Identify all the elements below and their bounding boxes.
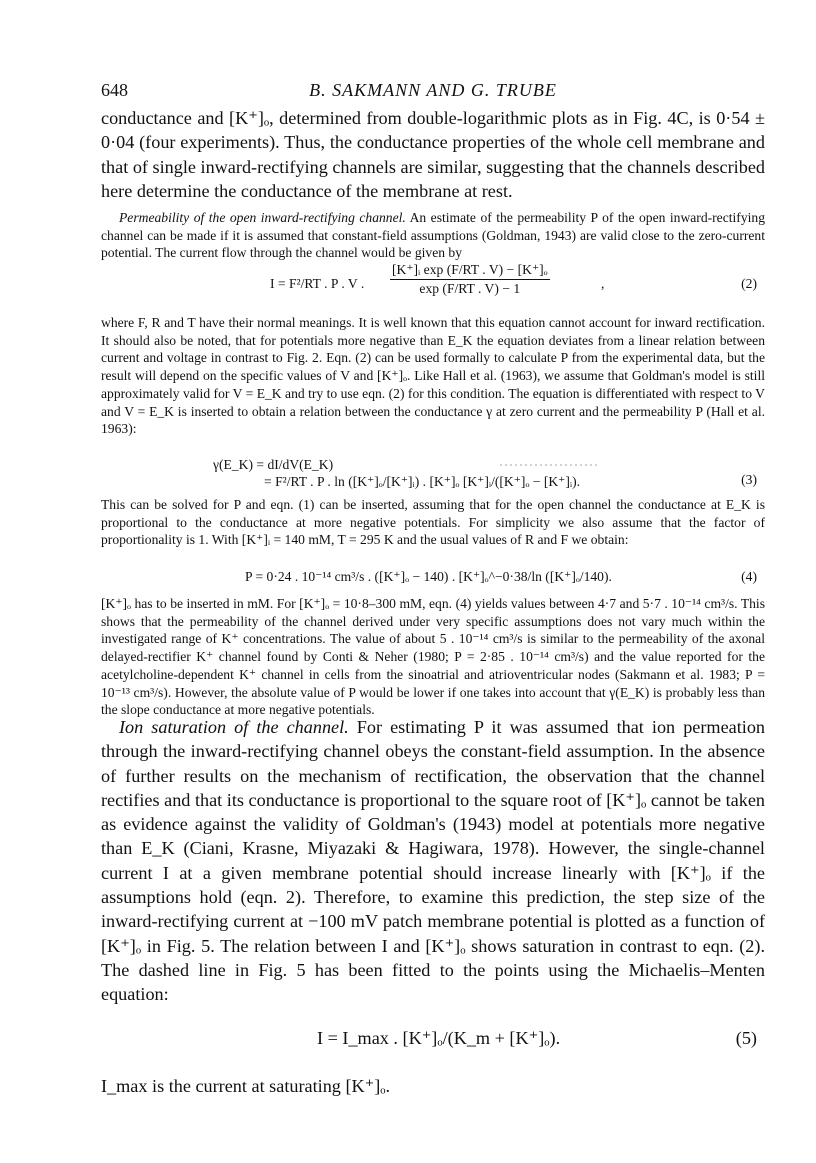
- equation-2-fraction: [390, 262, 550, 297]
- saturation-text: For estimating P it was assumed that ion permeation through the inward-rectifying channel obeys the constant-field assumption. In the absence of further results on the mechanism of rectification, the observation that the channel rectifies and that its conductance is proportional to the square root of [K⁺]ₒ cannot be taken as evidence against the validity of Goldman's (1943) model at potentials more negative than E_K (Ciani, Krasne, Miyazaki & Hagiwara, 1978). However, the single-channel current I at a given membrane potential should increase linearly with [K⁺]ₒ if the assumptions hold (eqn. 2). Therefore, to examine this prediction, the step size of the inward-rectifying current at −100 mV patch membrane potential is plotted as a function of [K⁺]ₒ in Fig. 5. The relation between I and [K⁺]ₒ shows saturation in contrast to eqn. (2). The dashed line in Fig. 5 has been fitted to the points using the Michaelis–Menten equation:: [101, 717, 766, 1005]
- page-header: [101, 80, 765, 106]
- running-title: B. SAKMANN AND G. TRUBE: [309, 80, 557, 100]
- equation-2-comma: ,: [601, 276, 605, 291]
- permeability-intro: An estimate of the permeability P of the open inward-rectifying channel can be made if it is assumed that constant-field assumptions (Goldman, 1943) are valid close to the zero-current potential. The current flow through the channel would be given by: [101, 210, 766, 261]
- equation-4: [101, 569, 765, 589]
- closing-line: I_max is the current at saturating [K⁺]ₒ.: [101, 1076, 391, 1096]
- equation-5: [101, 1028, 765, 1054]
- equation-3-line2: = F²/RT . P . ln ([K⁺]ₒ/[K⁺]ᵢ) . [K⁺]ₒ [K⁺]ᵢ/([K⁺]ₒ − [K⁺]ᵢ).: [264, 474, 581, 489]
- equation-2-numerator: [K⁺]ᵢ exp (F/RT . V) − [K⁺]ₒ: [390, 262, 550, 280]
- text-after-equation-2: where F, R and T have their normal meanings. It is well known that this equation cannot account for inward rectification. It should also be noted, that for potentials more negative than E_K the equation deviates from a linear relation between current and voltage in contrast to Fig. 2. Eqn. (2) can be used formally to calculate P from the experimental data, but the result will depend on the specific values of V and [K⁺]ₒ. Like Hall et al. (1963), we assume that Goldman's model is still approximately valid for V = E_K and try to use eqn. (2) for this condition. The equation is differentiated with respect to V and V = E_K is inserted to obtain a relation between the conductance γ at zero current and the permeability P (Hall et al. 1963):: [101, 315, 765, 437]
- equation-3: [101, 457, 765, 493]
- equation-2-lhs: I = F²/RT . P . V .: [270, 276, 365, 291]
- equation-5-body: I = I_max . [K⁺]ₒ/(K_m + [K⁺]ₒ).: [317, 1028, 561, 1048]
- equation-2-denominator: exp (F/RT . V) − 1: [419, 281, 521, 296]
- equation-4-body: P = 0·24 . 10⁻¹⁴ cm³/s . ([K⁺]ₒ − 140) . [K⁺]ₒ^−0·38/ln ([K⁺]ₒ/140).: [245, 569, 612, 584]
- page-number: 648: [101, 80, 128, 100]
- saturation-paragraph: [101, 715, 765, 1007]
- equation-2: [101, 262, 765, 306]
- equation-3-line1: γ(E_K) = dI/dV(E_K): [213, 457, 334, 472]
- opening-paragraph: conductance and [K⁺]ₒ, determined from double-logarithmic plots as in Fig. 4C, is 0·54 ± 0·04 (four experiments). Thus, the conductance properties of the whole cell membrane and that of single inward-rectifying channels are similar, suggesting that the channels described here determine the conductance of the membrane at rest.: [101, 108, 765, 201]
- equation-4-number: (4): [741, 569, 757, 584]
- equation-3-number: (3): [741, 472, 757, 487]
- equation-5-number: (5): [735, 1028, 757, 1048]
- permeability-heading: Permeability of the open inward-rectifying channel.: [119, 210, 406, 225]
- saturation-heading: Ion saturation of the channel.: [119, 717, 349, 737]
- text-after-equation-3: This can be solved for P and eqn. (1) can be inserted, assuming that for the open channel the conductance at E_K is proportional to the conductance at more negative potentials. For simplicity we also assume that the factor of proportionality is 1. With [K⁺]ᵢ = 140 mM, T = 295 K and the usual values of R and F we obtain:: [101, 497, 765, 548]
- text-after-equation-4: [K⁺]ₒ has to be inserted in mM. For [K⁺]ₒ = 10·8–300 mM, eqn. (4) yields values between 4·7 and 5·7 . 10⁻¹⁴ cm³/s. This shows that the permeability of the channel derived under very specific assumptions does not vary much within the investigated range of K⁺ concentrations. The value of about 5 . 10⁻¹⁴ cm³/s is similar to the permeability of the axonal delayed-rectifier K⁺ channel found by Conti & Neher (1980; P = 2·85 . 10⁻¹⁴ cm³/s) and the value reported for the acetylcholine-dependent K⁺ channel in cells from the sinoatrial and atrioventricular nodes (Sakmann et al. 1983; P = 10⁻¹³ cm³/s). However, the absolute value of P would be lower if one takes into account that γ(E_K) is probably less than the slope conductance at more negative potentials.: [101, 596, 765, 718]
- equation-2-number: (2): [741, 276, 757, 291]
